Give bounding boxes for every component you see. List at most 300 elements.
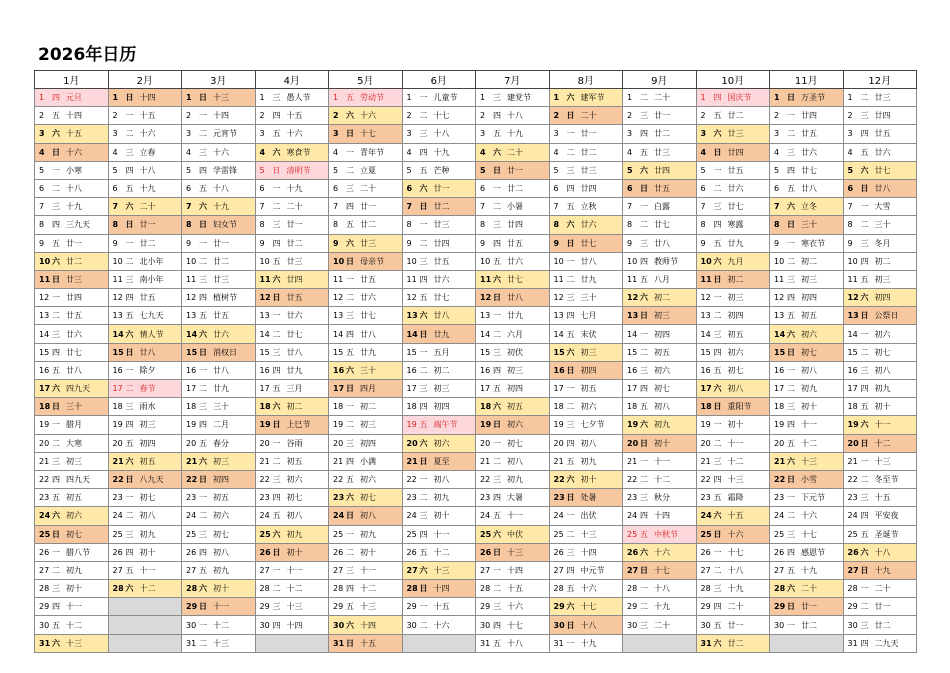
- month-header: 6月: [402, 71, 476, 89]
- day-number: 24: [333, 511, 345, 521]
- lunar-label: 中伏: [507, 529, 523, 539]
- day-number: 23: [406, 493, 417, 503]
- lunar-label: 十二: [213, 620, 229, 630]
- day-number: 18: [186, 402, 197, 412]
- day-cell: [549, 252, 623, 270]
- lunar-label: 初四: [433, 402, 450, 412]
- day-cell: [623, 198, 697, 216]
- day-number: 24: [480, 511, 491, 521]
- day-number: 24: [553, 511, 564, 521]
- calendar-row: [35, 234, 917, 252]
- lunar-label: 十五: [507, 584, 523, 594]
- day-number: 5: [39, 165, 45, 175]
- day-cell: [182, 89, 256, 107]
- lunar-label: 廿六: [507, 256, 523, 266]
- lunar-label: 廿一: [580, 129, 597, 139]
- lunar-label: 初十: [66, 584, 82, 594]
- weekday-label: 一: [493, 565, 501, 575]
- weekday-label: 三: [787, 147, 795, 157]
- day-number: 24: [39, 511, 51, 521]
- day-number: 23: [333, 493, 345, 503]
- weekday-label: 日: [860, 565, 869, 575]
- weekday-label: 六: [640, 420, 648, 430]
- day-cell: [623, 598, 697, 616]
- day-number: 22: [627, 475, 638, 485]
- day-number: 16: [186, 365, 197, 375]
- weekday-label: 日: [346, 638, 354, 648]
- day-number: 30: [774, 620, 785, 630]
- weekday-label: 二: [419, 620, 428, 630]
- weekday-label: 日: [125, 220, 134, 230]
- day-number: 8: [480, 220, 486, 230]
- lunar-label: 十一: [139, 565, 156, 575]
- weekday-label: 日: [640, 565, 648, 575]
- day-cell: [255, 598, 329, 616]
- lunar-label: 八九天: [139, 475, 164, 485]
- lunar-label: 廿二: [727, 111, 744, 121]
- lunar-label: 十一: [66, 602, 82, 612]
- day-number: 26: [480, 547, 492, 557]
- lunar-label: 廿二: [213, 256, 229, 266]
- lunar-label: 公祭日: [874, 311, 899, 321]
- lunar-label: 儿童节: [433, 93, 458, 103]
- weekday-label: 五: [125, 184, 134, 194]
- day-cell: [255, 470, 329, 488]
- day-cell: [770, 107, 844, 125]
- day-number: 6: [627, 184, 633, 194]
- weekday-label: 四: [419, 402, 428, 412]
- weekday-label: 四: [346, 329, 354, 339]
- day-number: 13: [553, 311, 564, 321]
- day-number: 13: [39, 311, 50, 321]
- day-cell: [770, 270, 844, 288]
- weekday-label: 四: [125, 420, 134, 430]
- day-cell: [108, 398, 182, 416]
- day-number: 30: [847, 620, 858, 630]
- weekday-label: 六: [346, 238, 354, 248]
- day-number: 22: [553, 475, 565, 485]
- weekday-label: 日: [713, 529, 722, 539]
- day-number: 1: [112, 93, 119, 103]
- lunar-label: 十二: [874, 438, 891, 448]
- day-number: 31: [700, 638, 712, 648]
- day-cell: [843, 543, 917, 561]
- day-cell: [402, 452, 476, 470]
- weekday-label: 四: [272, 620, 281, 630]
- day-number: 23: [480, 493, 491, 503]
- lunar-label: 冬月: [874, 238, 891, 248]
- day-cell: [696, 198, 770, 216]
- weekday-label: 三: [493, 93, 501, 103]
- lunar-label: 廿六: [874, 147, 891, 157]
- weekday-label: 五: [566, 456, 575, 466]
- lunar-label: 初三: [507, 365, 523, 375]
- day-number: 17: [112, 384, 123, 394]
- weekday-label: 二: [52, 311, 60, 321]
- day-cell: [549, 398, 623, 416]
- day-number: 23: [774, 493, 785, 503]
- weekday-label: 五: [199, 565, 207, 575]
- lunar-label: 十三: [66, 638, 82, 648]
- calendar-row: [35, 361, 917, 379]
- weekday-label: 一: [860, 456, 869, 466]
- lunar-label: 廿三: [580, 165, 597, 175]
- day-number: 23: [553, 493, 565, 503]
- day-cell: [182, 434, 256, 452]
- day-cell: [182, 325, 256, 343]
- day-number: 11: [112, 274, 123, 284]
- day-number: 18: [112, 402, 123, 412]
- lunar-label: 廿二: [507, 184, 523, 194]
- weekday-label: 五: [419, 547, 428, 557]
- lunar-label: 十七: [801, 529, 817, 539]
- day-number: 7: [553, 202, 559, 212]
- lunar-label: 谷雨: [286, 438, 303, 448]
- day-number: 7: [627, 202, 633, 212]
- day-cell: [329, 107, 403, 125]
- day-number: 7: [700, 202, 706, 212]
- lunar-label: 初五: [654, 347, 670, 357]
- lunar-label: 廿六: [286, 311, 303, 321]
- day-cell: [843, 270, 917, 288]
- lunar-label: 青年节: [360, 147, 384, 157]
- day-cell: [476, 161, 550, 179]
- day-number: 27: [847, 565, 859, 575]
- day-cell: [549, 307, 623, 325]
- weekday-label: 六: [640, 293, 648, 303]
- lunar-label: 廿二: [286, 238, 303, 248]
- weekday-label: 二: [640, 602, 648, 612]
- day-cell: [770, 216, 844, 234]
- lunar-label: 初八: [360, 511, 376, 521]
- lunar-label: 初九: [507, 475, 523, 485]
- lunar-label: 十三: [507, 547, 523, 557]
- day-number: 19: [333, 420, 344, 430]
- weekday-label: 三: [787, 274, 795, 284]
- day-number: 29: [406, 602, 417, 612]
- calendar-grid: [34, 70, 917, 653]
- day-number: 14: [39, 329, 50, 339]
- weekday-label: 日: [787, 220, 795, 230]
- weekday-label: 四: [787, 547, 795, 557]
- day-number: 1: [480, 93, 486, 103]
- day-number: 10: [847, 256, 858, 266]
- day-cell: [255, 489, 329, 507]
- lunar-label: 二十: [874, 584, 891, 594]
- day-cell: [108, 234, 182, 252]
- lunar-label: 十四: [580, 547, 597, 557]
- lunar-label: 十七: [433, 111, 450, 121]
- day-cell: [402, 598, 476, 616]
- weekday-label: 四: [493, 493, 501, 503]
- day-number: 11: [774, 274, 785, 284]
- weekday-label: 二: [125, 129, 134, 139]
- calendar-row: [35, 470, 917, 488]
- day-cell: [108, 89, 182, 107]
- day-number: 4: [39, 147, 45, 157]
- day-cell: [696, 580, 770, 598]
- day-cell: [35, 161, 109, 179]
- day-cell: [255, 143, 329, 161]
- day-cell: [476, 398, 550, 416]
- lunar-label: 北小年: [139, 256, 164, 266]
- weekday-label: 一: [713, 165, 722, 175]
- weekday-label: 日: [493, 547, 501, 557]
- weekday-label: 三: [346, 565, 354, 575]
- day-number: 30: [627, 620, 638, 630]
- lunar-label: 十六: [139, 129, 156, 139]
- lunar-label: 初十: [580, 475, 597, 485]
- lunar-label: 南小年: [139, 274, 164, 284]
- calendar-row: [35, 452, 917, 470]
- lunar-label: 十一: [874, 420, 891, 430]
- day-number: 29: [700, 602, 711, 612]
- weekday-label: 四: [860, 129, 869, 139]
- day-number: 10: [553, 256, 564, 266]
- lunar-label: 六月: [507, 329, 523, 339]
- day-cell: [182, 107, 256, 125]
- day-number: 23: [259, 493, 270, 503]
- day-number: 22: [333, 475, 344, 485]
- day-number: 26: [333, 547, 344, 557]
- weekday-label: 六: [566, 347, 575, 357]
- day-cell: [696, 470, 770, 488]
- day-number: 18: [406, 402, 417, 412]
- month-header-row: [35, 71, 917, 89]
- lunar-label: 腊月: [66, 420, 82, 430]
- day-cell: [770, 580, 844, 598]
- lunar-label: 初九: [433, 493, 450, 503]
- lunar-label: 十四: [360, 620, 376, 630]
- day-cell: [549, 598, 623, 616]
- lunar-label: 立春: [139, 147, 156, 157]
- lunar-label: 十四: [139, 93, 156, 103]
- lunar-label: 廿一: [286, 220, 303, 230]
- day-cell: [696, 525, 770, 543]
- weekday-label: 四: [713, 475, 722, 485]
- day-number: 22: [847, 475, 858, 485]
- lunar-label: 十五: [66, 129, 82, 139]
- day-number: 21: [480, 456, 491, 466]
- lunar-label: 廿五: [727, 165, 744, 175]
- weekday-label: 日: [860, 438, 869, 448]
- day-cell: [696, 561, 770, 579]
- day-cell: [108, 507, 182, 525]
- day-cell: [402, 561, 476, 579]
- lunar-label: 十四: [213, 111, 229, 121]
- lunar-label: 十七: [654, 565, 670, 575]
- day-cell: [770, 343, 844, 361]
- day-number: 28: [112, 584, 124, 594]
- day-number: 9: [406, 238, 412, 248]
- weekday-label: 三: [493, 347, 501, 357]
- day-number: 12: [112, 293, 123, 303]
- day-number: 10: [627, 256, 638, 266]
- lunar-label: 初九: [213, 565, 229, 575]
- lunar-label: 出伏: [580, 511, 597, 521]
- weekday-label: 日: [52, 402, 60, 412]
- day-number: 15: [333, 347, 344, 357]
- day-cell: [329, 234, 403, 252]
- day-cell: [623, 289, 697, 307]
- weekday-label: 四: [272, 111, 281, 121]
- day-cell: [476, 234, 550, 252]
- day-number: 15: [627, 347, 638, 357]
- lunar-label: 十八: [580, 620, 597, 630]
- weekday-label: 三: [199, 147, 207, 157]
- day-number: 2: [39, 111, 45, 121]
- day-cell: [476, 525, 550, 543]
- lunar-label: 初九: [580, 456, 597, 466]
- weekday-label: 五: [346, 602, 354, 612]
- weekday-label: 一: [199, 365, 207, 375]
- lunar-label: 二十: [727, 602, 744, 612]
- day-number: 18: [700, 402, 712, 412]
- day-number: 4: [700, 147, 707, 157]
- day-number: 17: [627, 384, 638, 394]
- weekday-label: 四: [713, 347, 722, 357]
- lunar-label: 初五: [213, 493, 229, 503]
- weekday-label: 三: [493, 602, 501, 612]
- day-number: 16: [333, 365, 345, 375]
- day-number: 19: [847, 420, 859, 430]
- weekday-label: 三: [52, 202, 60, 212]
- weekday-label: 五: [640, 147, 648, 157]
- day-number: 17: [847, 384, 858, 394]
- lunar-label: 四九天: [66, 475, 90, 485]
- day-cell: [255, 252, 329, 270]
- day-cell: [329, 525, 403, 543]
- day-number: 29: [480, 602, 491, 612]
- weekday-label: 二: [199, 384, 207, 394]
- weekday-label: 五: [52, 238, 60, 248]
- day-cell: [35, 325, 109, 343]
- lunar-label: 廿九: [213, 384, 229, 394]
- day-cell: [35, 270, 109, 288]
- month-header: 7月: [476, 71, 550, 89]
- lunar-label: 初二: [360, 402, 376, 412]
- day-cell: [255, 580, 329, 598]
- day-number: 27: [480, 565, 491, 575]
- weekday-label: 一: [199, 493, 207, 503]
- empty-day-cell: [402, 634, 476, 652]
- weekday-label: 日: [419, 456, 428, 466]
- lunar-label: 廿一: [139, 220, 156, 230]
- day-cell: [843, 143, 917, 161]
- weekday-label: 一: [787, 365, 795, 375]
- day-cell: [843, 470, 917, 488]
- day-cell: [35, 307, 109, 325]
- day-number: 20: [627, 438, 639, 448]
- weekday-label: 六: [346, 493, 354, 503]
- weekday-label: 日: [713, 147, 722, 157]
- lunar-label: 初三: [801, 274, 817, 284]
- day-number: 25: [553, 529, 564, 539]
- weekday-label: 六: [787, 202, 795, 212]
- day-number: 9: [774, 238, 780, 248]
- day-cell: [623, 580, 697, 598]
- day-number: 4: [406, 147, 412, 157]
- lunar-label: 廿三: [360, 238, 376, 248]
- day-number: 26: [112, 547, 123, 557]
- weekday-label: 六: [272, 147, 281, 157]
- day-cell: [108, 489, 182, 507]
- day-number: 13: [700, 311, 711, 321]
- day-cell: [329, 634, 403, 652]
- calendar-row: [35, 598, 917, 616]
- day-cell: [182, 252, 256, 270]
- day-cell: [549, 198, 623, 216]
- lunar-label: 初五: [801, 311, 817, 321]
- day-number: 5: [847, 165, 854, 175]
- lunar-label: 十四: [286, 620, 303, 630]
- day-cell: [182, 543, 256, 561]
- day-cell: [476, 125, 550, 143]
- weekday-label: 五: [713, 493, 722, 503]
- day-number: 1: [39, 93, 45, 103]
- day-cell: [770, 234, 844, 252]
- day-number: 30: [186, 620, 197, 630]
- lunar-label: 初九: [801, 384, 817, 394]
- lunar-label: 初三: [213, 456, 229, 466]
- weekday-label: 六: [52, 511, 60, 521]
- day-cell: [843, 580, 917, 598]
- day-cell: [843, 452, 917, 470]
- lunar-label: 廿六: [433, 274, 450, 284]
- day-cell: [329, 307, 403, 325]
- day-cell: [770, 179, 844, 197]
- day-cell: [843, 561, 917, 579]
- lunar-label: 十九: [66, 202, 82, 212]
- day-number: 3: [480, 129, 486, 139]
- weekday-label: 一: [640, 456, 648, 466]
- weekday-label: 一: [52, 293, 60, 303]
- weekday-label: 三: [566, 420, 575, 430]
- day-number: 13: [774, 311, 785, 321]
- weekday-label: 四: [640, 384, 648, 394]
- day-cell: [35, 507, 109, 525]
- weekday-label: 二: [52, 565, 60, 575]
- calendar-row: [35, 543, 917, 561]
- lunar-label: 初四: [801, 293, 817, 303]
- lunar-label: 初七: [801, 347, 817, 357]
- day-cell: [255, 380, 329, 398]
- day-cell: [35, 252, 109, 270]
- weekday-label: 四: [640, 256, 648, 266]
- lunar-label: 初六: [66, 511, 82, 521]
- weekday-label: 三: [787, 402, 795, 412]
- lunar-label: 廿一: [360, 202, 376, 212]
- weekday-label: 二: [493, 329, 501, 339]
- lunar-label: 春分: [213, 438, 229, 448]
- weekday-label: 一: [272, 184, 281, 194]
- lunar-label: 腊八节: [66, 547, 90, 557]
- lunar-label: 初三: [580, 347, 597, 357]
- weekday-label: 一: [566, 384, 575, 394]
- day-cell: [843, 489, 917, 507]
- lunar-label: 处暑: [580, 493, 597, 503]
- calendar-row: [35, 525, 917, 543]
- day-cell: [35, 434, 109, 452]
- day-cell: [108, 470, 182, 488]
- lunar-label: 廿二: [874, 620, 891, 630]
- day-number: 24: [700, 511, 712, 521]
- lunar-label: 端午节: [433, 420, 458, 430]
- day-number: 21: [627, 456, 638, 466]
- day-number: 6: [406, 184, 413, 194]
- day-number: 14: [480, 329, 491, 339]
- day-cell: [696, 143, 770, 161]
